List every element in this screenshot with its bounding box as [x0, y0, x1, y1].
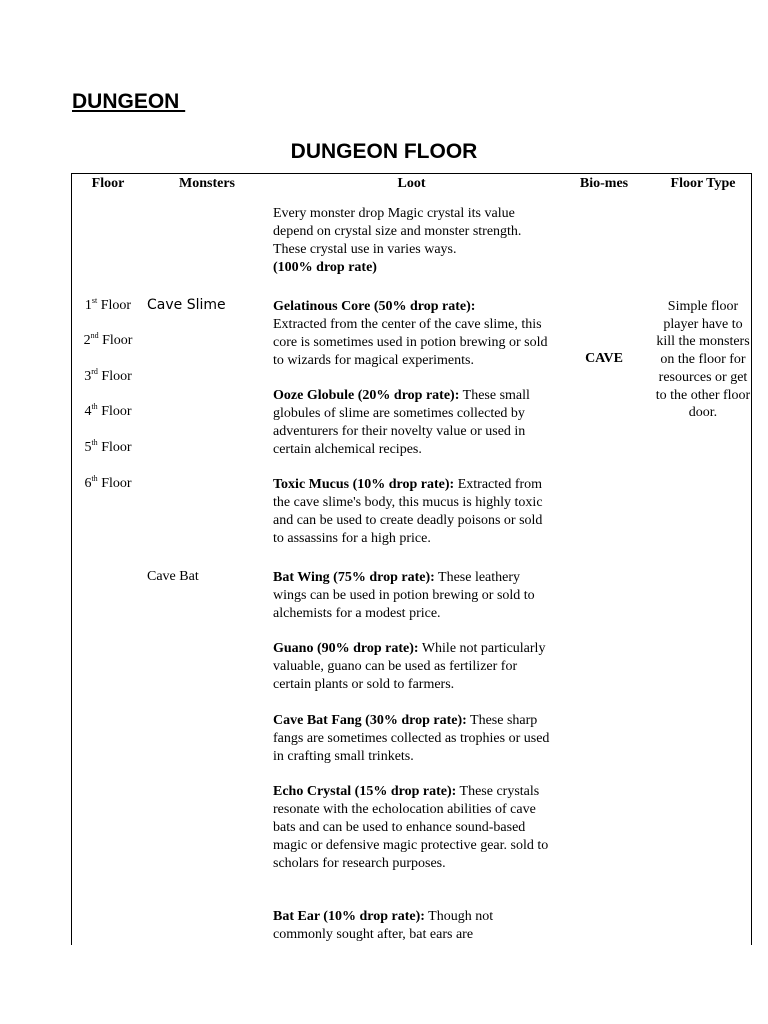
header-floor-type: Floor Type — [670, 176, 736, 191]
monster-cave-bat: Cave Bat — [147, 569, 199, 584]
header-monsters: Monsters — [179, 176, 235, 191]
floor-type-description: Simple floor player have to kill the monsters on the floor for resources or get to the other floor door. — [655, 299, 751, 421]
table-border-right — [751, 173, 752, 945]
floor-1: 1st Floor — [84, 296, 132, 313]
loot-item: Cave Bat Fang (30% drop rate): These sharp fangs are sometimes collected as trophies or used in crafting small trinkets. — [273, 713, 550, 764]
table-title: DUNGEON FLOOR — [290, 140, 478, 163]
loot-intro — [273, 205, 555, 277]
biome-cave: CAVE — [585, 351, 623, 366]
table-border-left — [71, 173, 72, 945]
intro-text: Every monster drop Magic crystal its value depend on crystal size and monster strength. These crystal use in varies ways. — [273, 206, 522, 257]
loot-item: Bat Ear (10% drop rate): Though not commonly sought after, bat ears are — [273, 909, 494, 942]
floor-6: 6th Floor — [84, 474, 132, 491]
loot-item: Ooze Globule (20% drop rate): These small globules of slime are sometimes collected by adventurers for their novelty value or used in certain alchemical recipes. — [273, 388, 530, 457]
loot-item: Echo Crystal (15% drop rate): These crystals resonate with the echolocation abilities of cave bats and can be used to enhance sound-based magic or defensive magic protective gear. sold to scholars for research purposes. — [273, 784, 549, 871]
loot-item: Bat Wing (75% drop rate): These leathery wings can be used in potion brewing or sold to alchemists for a modest price. — [273, 570, 535, 621]
intro-rate: (100% drop rate) — [273, 260, 377, 275]
loot-item: Guano (90% drop rate): While not particularly valuable, guano can be used as fertilizer for certain plants or sold to farmers. — [273, 641, 546, 692]
header-loot: Loot — [397, 176, 426, 191]
loot-item: Toxic Mucus (10% drop rate): Extracted from the cave slime's body, this mucus is highly toxic and can be used to create deadly poisons or sold to assassins for a high price. — [273, 477, 543, 546]
document-heading: DUNGEON — [72, 90, 186, 113]
header-floor: Floor — [91, 176, 125, 191]
monster-cave-slime: Cave Slime — [147, 297, 226, 313]
loot-item: Gelatinous Core (50% drop rate): Extracted from the center of the cave slime, this core is sometimes used in potion brewing or sold to wizards for magical experiments. — [273, 299, 548, 368]
floor-4: 4th Floor — [84, 402, 132, 419]
header-biomes: Bio-mes — [579, 176, 629, 191]
floor-5: 5th Floor — [84, 438, 132, 455]
floor-2: 2nd Floor — [83, 331, 133, 348]
table-border-top — [71, 173, 752, 174]
floor-3: 3rd Floor — [84, 367, 132, 384]
